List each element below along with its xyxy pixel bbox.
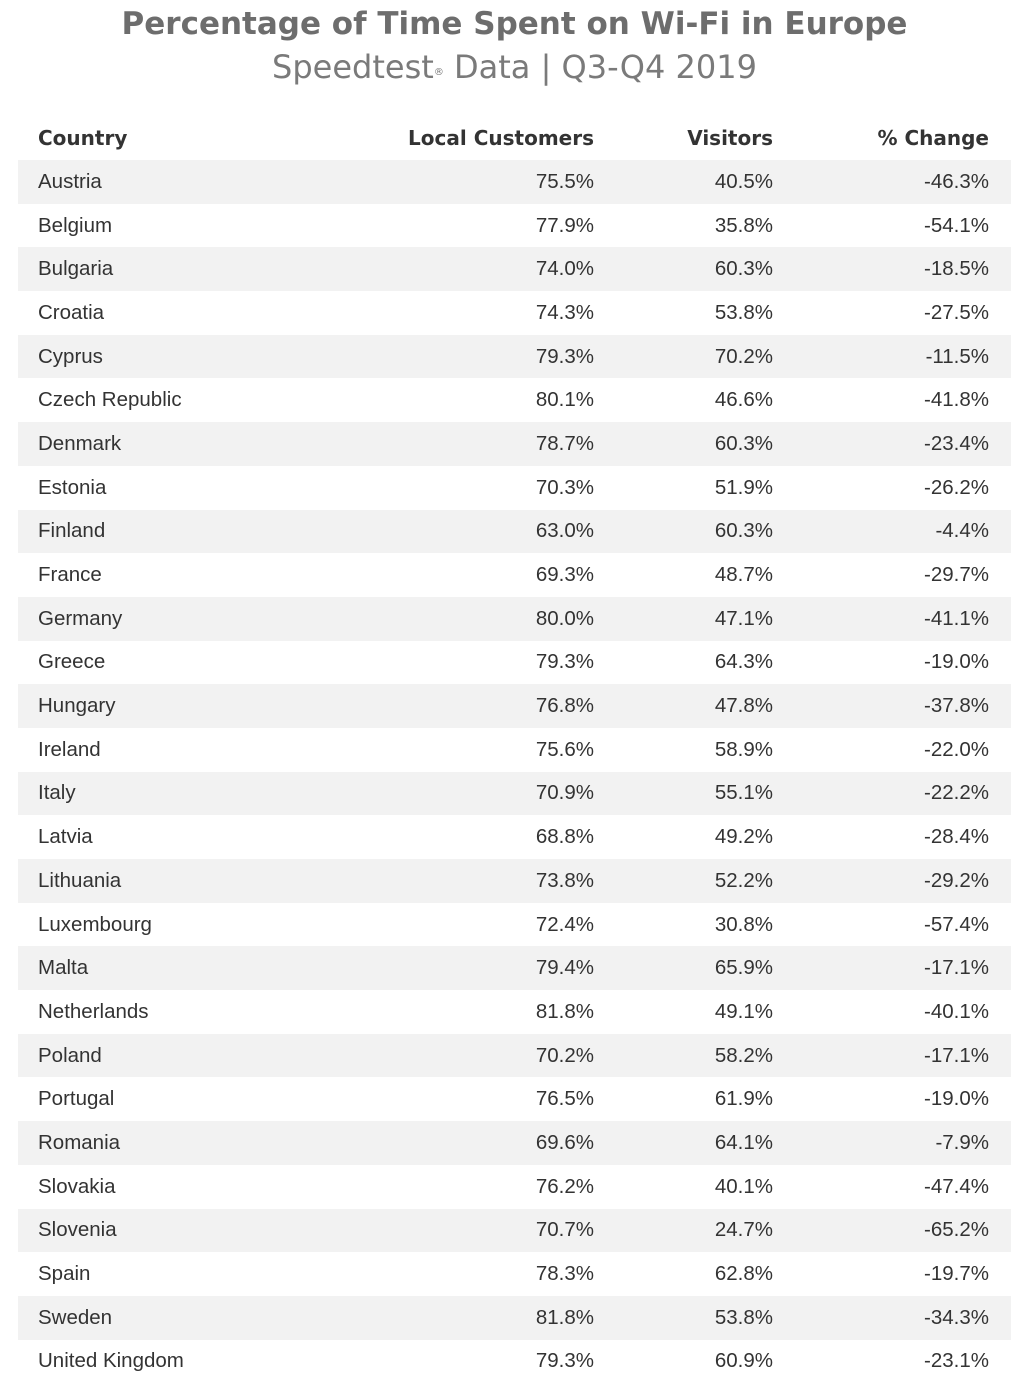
table-row: [18, 641, 1011, 685]
cell-local-customers: 79.3%: [535, 1349, 594, 1373]
cell-visitors: 35.8%: [714, 213, 773, 237]
cell-local-customers: 76.5%: [535, 1087, 594, 1111]
cell-visitors: 64.1%: [714, 1130, 773, 1154]
cell-visitors: 60.3%: [714, 431, 773, 455]
cell-visitors: 55.1%: [714, 781, 773, 805]
table-row: [18, 1165, 1011, 1209]
table-row: [18, 335, 1011, 379]
cell-country: Slovakia: [38, 1174, 116, 1198]
table-row: [18, 1077, 1011, 1121]
table-row: [18, 422, 1011, 466]
cell-visitors: 47.1%: [714, 606, 773, 630]
table-row: [18, 160, 1011, 204]
cell-change: -65.2%: [924, 1218, 989, 1242]
cell-change: -37.8%: [924, 694, 989, 718]
cell-local-customers: 74.0%: [535, 257, 594, 281]
cell-country: Austria: [38, 169, 102, 193]
cell-country: Romania: [38, 1130, 121, 1154]
cell-change: -26.2%: [924, 475, 989, 499]
subtitle-brand: Speedtest: [272, 48, 434, 86]
cell-country: Luxembourg: [38, 912, 152, 936]
table-row: [18, 859, 1011, 903]
cell-country: Latvia: [38, 825, 93, 849]
cell-visitors: 52.2%: [714, 868, 773, 892]
cell-country: Spain: [38, 1262, 91, 1286]
cell-country: Hungary: [38, 694, 116, 718]
table-row: [18, 378, 1011, 422]
cell-local-customers: 81.8%: [535, 999, 594, 1023]
cell-local-customers: 80.1%: [535, 388, 594, 412]
cell-country: Sweden: [38, 1305, 113, 1329]
table-row: [18, 1209, 1011, 1253]
cell-country: Finland: [38, 519, 106, 543]
table-row: [18, 903, 1011, 947]
table-row: [18, 990, 1011, 1034]
cell-local-customers: 73.8%: [535, 868, 594, 892]
table-row: [18, 466, 1011, 510]
cell-country: Lithuania: [38, 868, 122, 892]
cell-change: -4.4%: [935, 519, 989, 543]
column-header-change: % Change: [877, 126, 989, 150]
cell-local-customers: 70.9%: [535, 781, 594, 805]
cell-country: Germany: [38, 606, 123, 630]
cell-local-customers: 70.3%: [535, 475, 594, 499]
cell-change: -19.0%: [924, 1087, 989, 1111]
cell-country: Poland: [38, 1043, 102, 1067]
cell-change: -40.1%: [924, 999, 989, 1023]
cell-local-customers: 78.3%: [535, 1262, 594, 1286]
cell-visitors: 40.1%: [714, 1174, 773, 1198]
cell-local-customers: 70.2%: [535, 1043, 594, 1067]
cell-visitors: 60.9%: [714, 1349, 773, 1373]
cell-change: -23.1%: [924, 1349, 989, 1373]
table-row: [18, 247, 1011, 291]
cell-change: -17.1%: [924, 1043, 989, 1067]
cell-visitors: 24.7%: [714, 1218, 773, 1242]
cell-country: Cyprus: [38, 344, 103, 368]
cell-change: -27.5%: [924, 300, 989, 324]
cell-visitors: 58.2%: [714, 1043, 773, 1067]
table-row: [18, 510, 1011, 554]
registered-mark: ®: [433, 67, 444, 78]
cell-change: -46.3%: [924, 169, 989, 193]
cell-local-customers: 75.6%: [535, 737, 594, 761]
cell-change: -41.8%: [924, 388, 989, 412]
cell-change: -28.4%: [924, 825, 989, 849]
column-header-visitors: Visitors: [687, 126, 773, 150]
cell-change: -47.4%: [924, 1174, 989, 1198]
header: [0, 0, 1029, 90]
column-header-country: Country: [38, 126, 128, 150]
cell-visitors: 62.8%: [714, 1262, 773, 1286]
table-row: [18, 553, 1011, 597]
cell-local-customers: 79.3%: [535, 344, 594, 368]
cell-local-customers: 74.3%: [535, 300, 594, 324]
cell-visitors: 53.8%: [714, 1305, 773, 1329]
cell-local-customers: 76.8%: [535, 694, 594, 718]
cell-change: -17.1%: [924, 956, 989, 980]
cell-local-customers: 69.6%: [535, 1130, 594, 1154]
cell-local-customers: 78.7%: [535, 431, 594, 455]
cell-visitors: 47.8%: [714, 694, 773, 718]
cell-local-customers: 80.0%: [535, 606, 594, 630]
cell-country: United Kingdom: [38, 1349, 184, 1373]
cell-country: Denmark: [38, 431, 122, 455]
cell-change: -19.7%: [924, 1262, 989, 1286]
cell-visitors: 65.9%: [714, 956, 773, 980]
cell-change: -54.1%: [924, 213, 989, 237]
cell-local-customers: 79.4%: [535, 956, 594, 980]
cell-visitors: 64.3%: [714, 650, 773, 674]
cell-change: -29.2%: [924, 868, 989, 892]
cell-local-customers: 75.5%: [535, 169, 594, 193]
table-row: [18, 204, 1011, 248]
cell-country: Bulgaria: [38, 257, 114, 281]
cell-local-customers: 77.9%: [535, 213, 594, 237]
cell-change: -34.3%: [924, 1305, 989, 1329]
table-header-row: [18, 116, 1011, 160]
cell-country: Italy: [38, 781, 76, 805]
cell-local-customers: 76.2%: [535, 1174, 594, 1198]
cell-visitors: 48.7%: [714, 563, 773, 587]
cell-visitors: 49.1%: [714, 999, 773, 1023]
cell-change: -57.4%: [924, 912, 989, 936]
cell-change: -29.7%: [924, 563, 989, 587]
cell-change: -22.0%: [924, 737, 989, 761]
cell-change: -7.9%: [935, 1130, 989, 1154]
cell-local-customers: 63.0%: [535, 519, 594, 543]
cell-local-customers: 81.8%: [535, 1305, 594, 1329]
cell-local-customers: 68.8%: [535, 825, 594, 849]
cell-visitors: 30.8%: [714, 912, 773, 936]
cell-visitors: 51.9%: [714, 475, 773, 499]
cell-local-customers: 69.3%: [535, 563, 594, 587]
cell-country: Greece: [38, 650, 106, 674]
cell-change: -18.5%: [924, 257, 989, 281]
cell-country: Ireland: [38, 737, 101, 761]
cell-visitors: 53.8%: [714, 300, 773, 324]
cell-visitors: 60.3%: [714, 519, 773, 543]
table-row: [18, 728, 1011, 772]
cell-change: -23.4%: [924, 431, 989, 455]
cell-country: Malta: [38, 956, 89, 980]
cell-country: Czech Republic: [38, 388, 182, 412]
table-row: [18, 815, 1011, 859]
page-title: Percentage of Time Spent on Wi-Fi in Europe: [121, 6, 908, 42]
cell-local-customers: 72.4%: [535, 912, 594, 936]
table-row: [18, 1340, 1011, 1384]
cell-country: Portugal: [38, 1087, 115, 1111]
table-row: [18, 684, 1011, 728]
cell-visitors: 46.6%: [714, 388, 773, 412]
cell-visitors: 58.9%: [714, 737, 773, 761]
cell-local-customers: 79.3%: [535, 650, 594, 674]
page-subtitle: [0, 44, 1029, 90]
table-row: [18, 1121, 1011, 1165]
cell-visitors: 61.9%: [714, 1087, 773, 1111]
cell-country: Croatia: [38, 300, 105, 324]
cell-visitors: 40.5%: [714, 169, 773, 193]
table-row: [18, 1034, 1011, 1078]
table-row: [18, 597, 1011, 641]
cell-country: France: [38, 563, 102, 587]
cell-visitors: 49.2%: [714, 825, 773, 849]
cell-visitors: 60.3%: [714, 257, 773, 281]
cell-country: Estonia: [38, 475, 107, 499]
cell-change: -22.2%: [924, 781, 989, 805]
column-header-local-customers: Local Customers: [408, 126, 594, 150]
table-row: [18, 772, 1011, 816]
table-body: [18, 160, 1011, 1383]
cell-local-customers: 70.7%: [535, 1218, 594, 1242]
cell-country: Netherlands: [38, 999, 149, 1023]
cell-change: -11.5%: [925, 344, 989, 368]
cell-country: Slovenia: [38, 1218, 117, 1242]
table-row: [18, 1296, 1011, 1340]
subtitle-period: Data | Q3-Q4 2019: [443, 48, 757, 86]
cell-visitors: 70.2%: [714, 344, 773, 368]
table-row: [18, 1252, 1011, 1296]
cell-change: -19.0%: [924, 650, 989, 674]
cell-country: Belgium: [38, 213, 113, 237]
table-row: [18, 291, 1011, 335]
wifi-table: [18, 116, 1011, 1383]
table-row: [18, 946, 1011, 990]
cell-change: -41.1%: [924, 606, 989, 630]
